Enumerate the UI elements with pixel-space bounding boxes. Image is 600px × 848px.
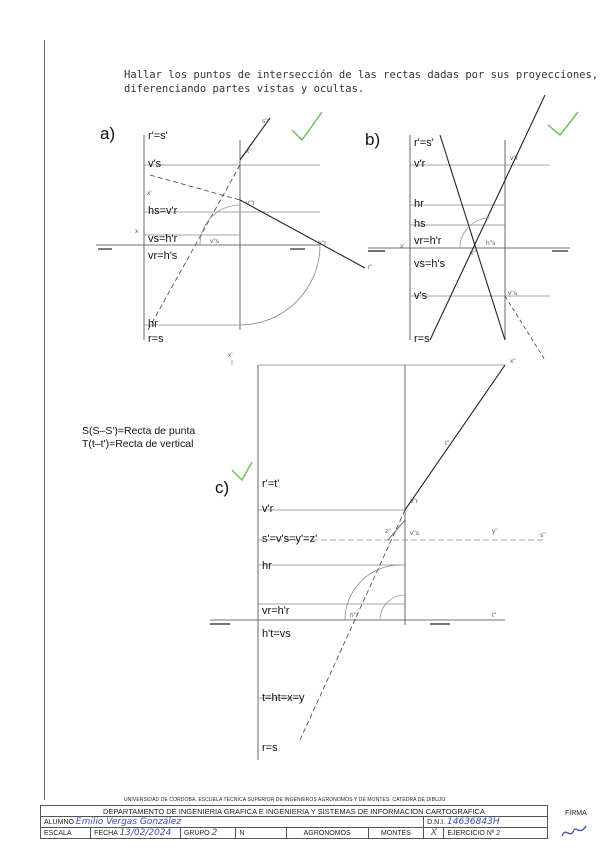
part-a-label: hr (148, 318, 158, 330)
part-c-small-label: t'' (492, 612, 497, 619)
part-c-label: s'=v's=y'=z' (262, 533, 318, 545)
statement-line-1: Hallar los puntos de intersección de las rectas dadas por sus proyecciones, (124, 69, 599, 81)
definition-t: T(t–t')=Recta de vertical (82, 438, 194, 450)
part-c-small-label: y'' (492, 528, 498, 535)
part-c-small-label: v''r (410, 498, 418, 505)
part-b-label: r'=s' (414, 137, 434, 149)
grupo-value: 2 (211, 828, 218, 838)
part-c-small-label: s'' (540, 532, 546, 539)
part-a-label: vr=h's (148, 250, 178, 262)
part-c-letter: c) (215, 478, 230, 497)
title-block (40, 805, 548, 839)
part-a-small-label: r'' (368, 264, 373, 271)
statement-line-2: diferenciando partes vistas y ocultas. (124, 83, 365, 95)
part-b-label: vr=h'r (414, 235, 442, 247)
fecha-value: 13/02/2024 (119, 828, 172, 838)
alumno-label: ALUMNO (44, 819, 74, 826)
part-b-letter: b) (365, 130, 381, 149)
part-b-label: vs=h's (414, 258, 446, 270)
department-cell: DEPARTAMENTO DE INGENIERIA GRAFICA E INGENIERIA Y SISTEMAS DE INFORMACION CARTOGRAFICA (41, 806, 548, 817)
part-b-small-label: v''r (510, 155, 518, 162)
agronomos-cell: AGRONOMOS (286, 828, 368, 839)
part-b-small-label: x'' (470, 250, 476, 257)
definition-s: S(S–S')=Recta de punta (82, 425, 196, 437)
part-c-label: r'=t' (262, 478, 280, 490)
part-a-label: v's (148, 158, 162, 170)
part-c-small-label: v''s (410, 530, 419, 537)
part-b-small-label: h''s (486, 240, 496, 247)
part-c-label: x' (228, 352, 233, 359)
part-c-small-label: x'' (510, 358, 516, 365)
signature-icon (560, 822, 590, 842)
part-a-small-label: s'' (262, 118, 268, 125)
part-b-label: hs (414, 218, 426, 230)
part-a-label: vs=h'r (148, 233, 178, 245)
ejercicio-cell: EJERCICIO Nº 2 (444, 828, 548, 839)
grupo-cell (180, 828, 235, 839)
fecha-cell (91, 828, 181, 839)
part-a-small-label: x'' (246, 148, 252, 155)
part-c-label: hr (262, 560, 272, 572)
fecha-label: FECHA (94, 830, 118, 837)
part-c-small-label: z'' (385, 528, 391, 535)
part-b-label: hr (414, 198, 424, 210)
part-b-label: v'r (414, 158, 426, 170)
part-c-label: r=s (262, 742, 278, 754)
part-a-label: hs=v'r (148, 205, 178, 217)
dni-value: 14636843H (447, 817, 500, 827)
part-a-label: r'=s' (148, 130, 168, 142)
dni-label: D.N.I. (427, 819, 446, 826)
part-a-label: r=s (148, 333, 164, 345)
part-c-label: t=ht=x=y (262, 692, 305, 704)
alumno-value: Emilio Vergas González (75, 817, 182, 827)
part-b-small-label: v''s (508, 290, 517, 297)
montes-cell: MONTES (368, 828, 423, 839)
part-b-label: r=s (414, 333, 430, 345)
part-a-label: x' (147, 190, 152, 197)
dni-cell (424, 817, 548, 828)
n-cell: N (236, 828, 286, 839)
montes-mark: X (424, 828, 444, 839)
part-c-small-label: h''r (350, 612, 359, 619)
part-a-label: x (135, 228, 139, 235)
part-a-letter: a) (100, 124, 116, 143)
firma-label: FIRMA (565, 810, 587, 817)
part-a-small-label: v''s (210, 238, 219, 245)
part-b-label: v's (414, 290, 428, 302)
part-b-small-label: x' (400, 243, 405, 250)
part-a-small-label: v'''r (246, 200, 256, 207)
escala-cell: ESCALA (41, 828, 91, 839)
alumno-cell (41, 817, 424, 828)
part-c-label: v'r (262, 503, 274, 515)
part-c-label: h't=vs (262, 628, 291, 640)
part-c-label: vr=h'r (262, 605, 290, 617)
part-c-small-label: t'' (445, 440, 450, 447)
part-a-small-label: h''r (318, 240, 327, 247)
university-line: UNIVERSIDAD DE CORDOBA. ESCUELA TECNICA SUPERIOR DE INGENIEROS AGRONOMOS Y DE MONTES. CATEDRA DE DIBUJO (124, 797, 446, 803)
grupo-label: GRUPO (183, 830, 210, 837)
